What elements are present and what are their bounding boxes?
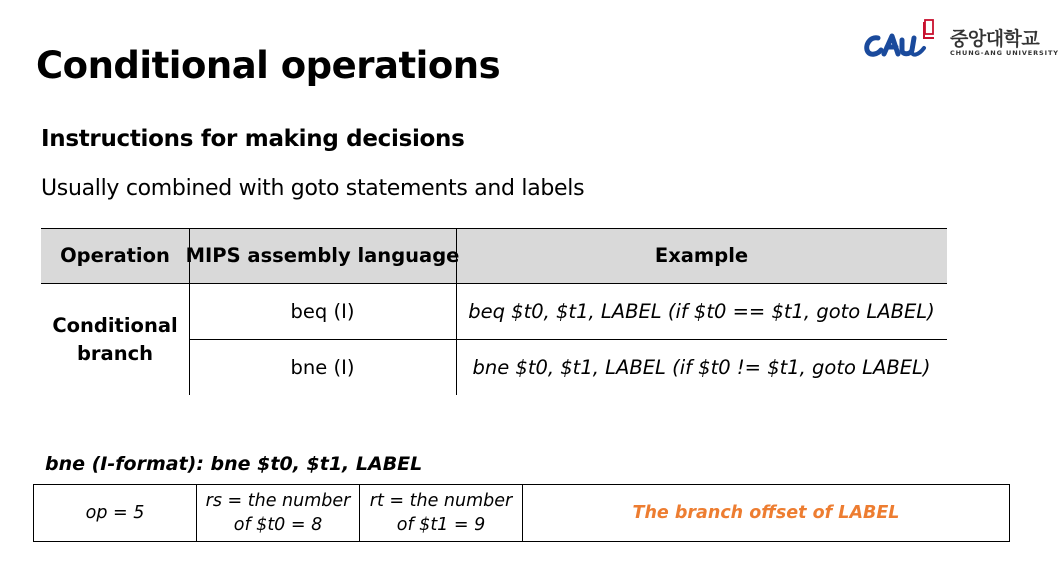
header-example: Example <box>654 244 749 267</box>
logo-korean-text: 중앙대학교 <box>950 28 1040 50</box>
bne-format-caption: bne (I-format): bne $t0, $t1, LABEL <box>45 453 423 475</box>
mips-bne: bne (I) <box>290 356 355 379</box>
header-operation: Operation <box>60 244 170 267</box>
slide-title: Conditional operations <box>36 44 501 87</box>
operation-label: Conditional branch <box>52 313 178 365</box>
description-text: Usually combined with goto statements and labels <box>41 176 585 201</box>
bne-instruction-format <box>33 484 1010 542</box>
field-rt <box>360 485 522 541</box>
operation-conditional-branch <box>41 284 189 395</box>
example-bne: bne $t0, $t1, LABEL (if $t0 != $t1, goto LABEL) <box>472 356 931 379</box>
branch-instructions-table <box>41 228 947 395</box>
field-rt-line2: of $t1 = 9 <box>396 515 486 535</box>
logo-english-text: CHUNG-ANG UNIVERSITY <box>950 49 1059 57</box>
example-beq: beq $t0, $t1, LABEL (if $t0 == $t1, goto LABEL) <box>468 300 935 323</box>
header-mips-assembly: MIPS assembly language <box>185 244 460 267</box>
field-rs-line1: rs = the number <box>205 491 351 511</box>
field-branch-offset: The branch offset of LABEL <box>632 503 900 523</box>
university-logo <box>862 18 1059 68</box>
mips-beq: beq (I) <box>290 300 355 323</box>
field-op: op = 5 <box>85 503 145 523</box>
field-rs-line2: of $t0 = 8 <box>233 515 323 535</box>
cau-logo-icon <box>862 18 952 68</box>
field-rt-line1: rt = the number <box>369 491 513 511</box>
section-heading: Instructions for making decisions <box>41 126 465 152</box>
field-rs <box>197 485 359 541</box>
